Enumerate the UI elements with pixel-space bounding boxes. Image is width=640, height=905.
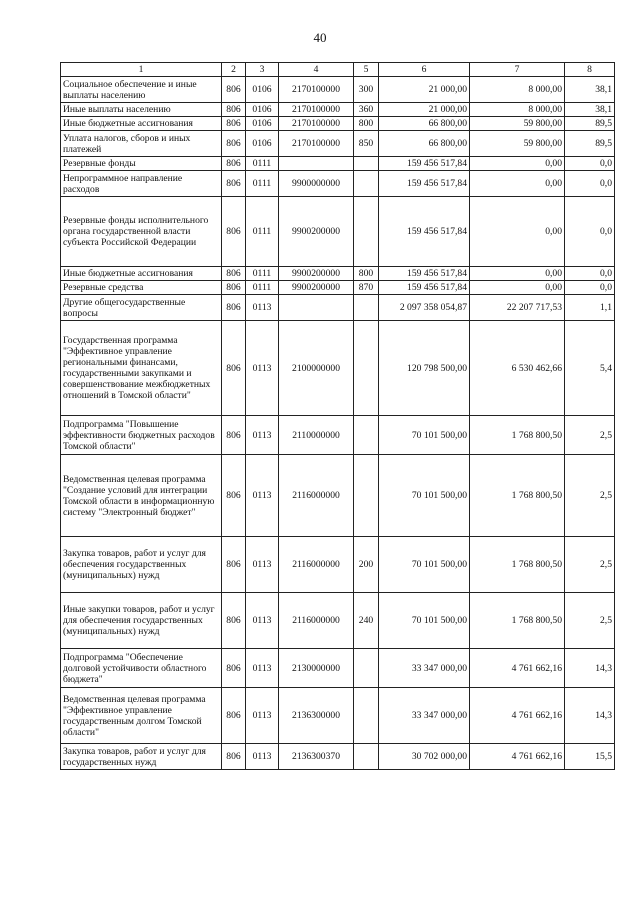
row-percent-cell: 0,0 xyxy=(565,197,615,267)
table-row xyxy=(61,295,615,321)
row-percent-cell: 0,0 xyxy=(565,281,615,295)
table-row xyxy=(61,537,615,593)
table-row xyxy=(61,157,615,171)
row-target-article-cell: 9900200000 xyxy=(279,267,354,281)
row-name-cell: Другие общегосударственные вопросы xyxy=(61,295,222,321)
row-target-article-cell: 9900200000 xyxy=(279,197,354,267)
row-actual-amount-cell: 0,00 xyxy=(470,171,565,197)
row-ved-cell: 806 xyxy=(222,455,246,537)
row-actual-amount-cell: 0,00 xyxy=(470,267,565,281)
row-expense-type-cell xyxy=(354,649,379,688)
row-plan-amount-cell: 159 456 517,84 xyxy=(379,281,470,295)
table-row xyxy=(61,103,615,117)
row-plan-amount-cell: 70 101 500,00 xyxy=(379,593,470,649)
row-percent-cell: 14,3 xyxy=(565,649,615,688)
row-section-cell: 0113 xyxy=(246,649,279,688)
row-section-cell: 0111 xyxy=(246,267,279,281)
row-plan-amount-cell: 66 800,00 xyxy=(379,131,470,157)
table-row xyxy=(61,593,615,649)
row-ved-cell: 806 xyxy=(222,295,246,321)
page-number: 40 xyxy=(313,30,327,45)
row-expense-type-cell xyxy=(354,455,379,537)
row-plan-amount-cell: 159 456 517,84 xyxy=(379,197,470,267)
row-target-article-cell: 2136300370 xyxy=(279,744,354,770)
row-expense-type-cell: 300 xyxy=(354,77,379,103)
row-name-cell: Иные бюджетные ассигнования xyxy=(61,117,222,131)
row-section-cell: 0111 xyxy=(246,197,279,267)
row-name-cell: Иные бюджетные ассигнования xyxy=(61,267,222,281)
row-actual-amount-cell: 1 768 800,50 xyxy=(470,455,565,537)
row-ved-cell: 806 xyxy=(222,593,246,649)
row-target-article-cell: 2116000000 xyxy=(279,537,354,593)
row-section-cell: 0113 xyxy=(246,688,279,744)
row-section-cell: 0113 xyxy=(246,537,279,593)
row-target-article-cell: 2100000000 xyxy=(279,321,354,416)
row-percent-cell: 38,1 xyxy=(565,77,615,103)
row-target-article-cell: 2170100000 xyxy=(279,103,354,117)
row-section-cell: 0106 xyxy=(246,103,279,117)
row-target-article-cell: 2170100000 xyxy=(279,117,354,131)
row-target-article-cell: 9900000000 xyxy=(279,171,354,197)
row-plan-amount-cell: 159 456 517,84 xyxy=(379,157,470,171)
row-actual-amount-cell: 0,00 xyxy=(470,281,565,295)
row-ved-cell: 806 xyxy=(222,649,246,688)
row-ved-cell: 806 xyxy=(222,131,246,157)
row-target-article-cell xyxy=(279,295,354,321)
row-plan-amount-cell: 30 702 000,00 xyxy=(379,744,470,770)
row-target-article-cell: 2170100000 xyxy=(279,77,354,103)
row-percent-cell: 2,5 xyxy=(565,537,615,593)
row-section-cell: 0111 xyxy=(246,281,279,295)
row-expense-type-cell xyxy=(354,157,379,171)
row-percent-cell: 0,0 xyxy=(565,267,615,281)
row-name-cell: Непрограммное направление расходов xyxy=(61,171,222,197)
row-name-cell: Иные закупки товаров, работ и услуг для обеспечения государственных (муниципальных) нужд xyxy=(61,593,222,649)
row-actual-amount-cell: 59 800,00 xyxy=(470,117,565,131)
row-expense-type-cell xyxy=(354,744,379,770)
row-target-article-cell: 2116000000 xyxy=(279,593,354,649)
table-row xyxy=(61,744,615,770)
row-section-cell: 0111 xyxy=(246,171,279,197)
row-ved-cell: 806 xyxy=(222,688,246,744)
row-actual-amount-cell: 1 768 800,50 xyxy=(470,537,565,593)
table-row xyxy=(61,281,615,295)
row-section-cell: 0113 xyxy=(246,416,279,455)
row-percent-cell: 0,0 xyxy=(565,157,615,171)
row-section-cell: 0113 xyxy=(246,744,279,770)
row-name-cell: Подпрограмма "Повышение эффективности бюджетных расходов Томской области" xyxy=(61,416,222,455)
row-target-article-cell: 2110000000 xyxy=(279,416,354,455)
row-actual-amount-cell: 4 761 662,16 xyxy=(470,688,565,744)
row-section-cell: 0113 xyxy=(246,321,279,416)
row-expense-type-cell xyxy=(354,321,379,416)
row-actual-amount-cell: 8 000,00 xyxy=(470,103,565,117)
row-plan-amount-cell: 2 097 358 054,87 xyxy=(379,295,470,321)
row-plan-amount-cell: 21 000,00 xyxy=(379,103,470,117)
row-name-cell: Закупка товаров, работ и услуг для обеспечения государственных (муниципальных) нужд xyxy=(61,537,222,593)
row-actual-amount-cell: 4 761 662,16 xyxy=(470,744,565,770)
row-expense-type-cell: 200 xyxy=(354,537,379,593)
row-plan-amount-cell: 33 347 000,00 xyxy=(379,649,470,688)
row-section-cell: 0113 xyxy=(246,455,279,537)
row-ved-cell: 806 xyxy=(222,281,246,295)
table-row xyxy=(61,688,615,744)
row-percent-cell: 0,0 xyxy=(565,171,615,197)
row-expense-type-cell xyxy=(354,416,379,455)
row-ved-cell: 806 xyxy=(222,416,246,455)
column-header: 8 xyxy=(565,63,615,77)
row-section-cell: 0106 xyxy=(246,117,279,131)
table-row xyxy=(61,131,615,157)
table-row xyxy=(61,197,615,267)
row-expense-type-cell: 870 xyxy=(354,281,379,295)
row-plan-amount-cell: 159 456 517,84 xyxy=(379,267,470,281)
row-expense-type-cell xyxy=(354,171,379,197)
row-target-article-cell xyxy=(279,157,354,171)
row-actual-amount-cell: 6 530 462,66 xyxy=(470,321,565,416)
row-name-cell: Государственная программа "Эффективное управление региональными финансами, государственными закупками и совершенствование межбюджетных отношений в Томской области" xyxy=(61,321,222,416)
row-ved-cell: 806 xyxy=(222,171,246,197)
row-percent-cell: 14,3 xyxy=(565,688,615,744)
row-percent-cell: 15,5 xyxy=(565,744,615,770)
row-section-cell: 0113 xyxy=(246,593,279,649)
row-percent-cell: 89,5 xyxy=(565,117,615,131)
row-ved-cell: 806 xyxy=(222,117,246,131)
row-name-cell: Иные выплаты населению xyxy=(61,103,222,117)
row-expense-type-cell xyxy=(354,688,379,744)
row-percent-cell: 1,1 xyxy=(565,295,615,321)
row-ved-cell: 806 xyxy=(222,103,246,117)
row-expense-type-cell: 800 xyxy=(354,267,379,281)
row-percent-cell: 38,1 xyxy=(565,103,615,117)
table-row xyxy=(61,416,615,455)
table-row xyxy=(61,267,615,281)
row-expense-type-cell xyxy=(354,295,379,321)
column-header: 5 xyxy=(354,63,379,77)
row-section-cell: 0106 xyxy=(246,77,279,103)
table-row xyxy=(61,455,615,537)
row-section-cell: 0111 xyxy=(246,157,279,171)
row-percent-cell: 2,5 xyxy=(565,455,615,537)
row-name-cell: Резервные фонды исполнительного органа государственной власти субъекта Российской Федерации xyxy=(61,197,222,267)
row-section-cell: 0113 xyxy=(246,295,279,321)
column-header: 4 xyxy=(279,63,354,77)
row-actual-amount-cell: 1 768 800,50 xyxy=(470,416,565,455)
row-actual-amount-cell: 1 768 800,50 xyxy=(470,593,565,649)
row-actual-amount-cell: 0,00 xyxy=(470,197,565,267)
row-expense-type-cell xyxy=(354,197,379,267)
row-plan-amount-cell: 159 456 517,84 xyxy=(379,171,470,197)
table-row xyxy=(61,171,615,197)
row-ved-cell: 806 xyxy=(222,157,246,171)
header-row xyxy=(61,63,615,77)
row-target-article-cell: 2116000000 xyxy=(279,455,354,537)
row-plan-amount-cell: 66 800,00 xyxy=(379,117,470,131)
row-ved-cell: 806 xyxy=(222,267,246,281)
row-expense-type-cell: 800 xyxy=(354,117,379,131)
row-target-article-cell: 9900200000 xyxy=(279,281,354,295)
row-expense-type-cell: 850 xyxy=(354,131,379,157)
row-target-article-cell: 2170100000 xyxy=(279,131,354,157)
row-plan-amount-cell: 70 101 500,00 xyxy=(379,455,470,537)
row-plan-amount-cell: 21 000,00 xyxy=(379,77,470,103)
table-row xyxy=(61,321,615,416)
row-name-cell: Уплата налогов, сборов и иных платежей xyxy=(61,131,222,157)
column-header: 2 xyxy=(222,63,246,77)
table-row xyxy=(61,649,615,688)
row-actual-amount-cell: 22 207 717,53 xyxy=(470,295,565,321)
column-header: 1 xyxy=(61,63,222,77)
row-expense-type-cell: 360 xyxy=(354,103,379,117)
row-percent-cell: 2,5 xyxy=(565,416,615,455)
row-name-cell: Закупка товаров, работ и услуг для государственных нужд xyxy=(61,744,222,770)
column-header: 7 xyxy=(470,63,565,77)
column-header: 3 xyxy=(246,63,279,77)
row-name-cell: Ведомственная целевая программа "Создание условий для интеграции Томской области в информационную систему "Электронный бюджет" xyxy=(61,455,222,537)
row-percent-cell: 89,5 xyxy=(565,131,615,157)
row-actual-amount-cell: 59 800,00 xyxy=(470,131,565,157)
row-actual-amount-cell: 8 000,00 xyxy=(470,77,565,103)
row-percent-cell: 2,5 xyxy=(565,593,615,649)
row-ved-cell: 806 xyxy=(222,321,246,416)
row-ved-cell: 806 xyxy=(222,77,246,103)
column-header: 6 xyxy=(379,63,470,77)
row-name-cell: Резервные фонды xyxy=(61,157,222,171)
row-target-article-cell: 2136300000 xyxy=(279,688,354,744)
row-ved-cell: 806 xyxy=(222,197,246,267)
row-target-article-cell: 2130000000 xyxy=(279,649,354,688)
row-name-cell: Социальное обеспечение и иные выплаты населению xyxy=(61,77,222,103)
budget-table xyxy=(60,62,615,770)
row-percent-cell: 5,4 xyxy=(565,321,615,416)
row-actual-amount-cell: 4 761 662,16 xyxy=(470,649,565,688)
row-name-cell: Ведомственная целевая программа "Эффективное управление государственным долгом Томской области" xyxy=(61,688,222,744)
row-plan-amount-cell: 120 798 500,00 xyxy=(379,321,470,416)
table-row xyxy=(61,117,615,131)
row-expense-type-cell: 240 xyxy=(354,593,379,649)
row-plan-amount-cell: 70 101 500,00 xyxy=(379,537,470,593)
row-plan-amount-cell: 33 347 000,00 xyxy=(379,688,470,744)
row-ved-cell: 806 xyxy=(222,744,246,770)
row-plan-amount-cell: 70 101 500,00 xyxy=(379,416,470,455)
row-name-cell: Резервные средства xyxy=(61,281,222,295)
row-section-cell: 0106 xyxy=(246,131,279,157)
table-row xyxy=(61,77,615,103)
row-actual-amount-cell: 0,00 xyxy=(470,157,565,171)
row-name-cell: Подпрограмма "Обеспечение долговой устойчивости областного бюджета" xyxy=(61,649,222,688)
row-ved-cell: 806 xyxy=(222,537,246,593)
